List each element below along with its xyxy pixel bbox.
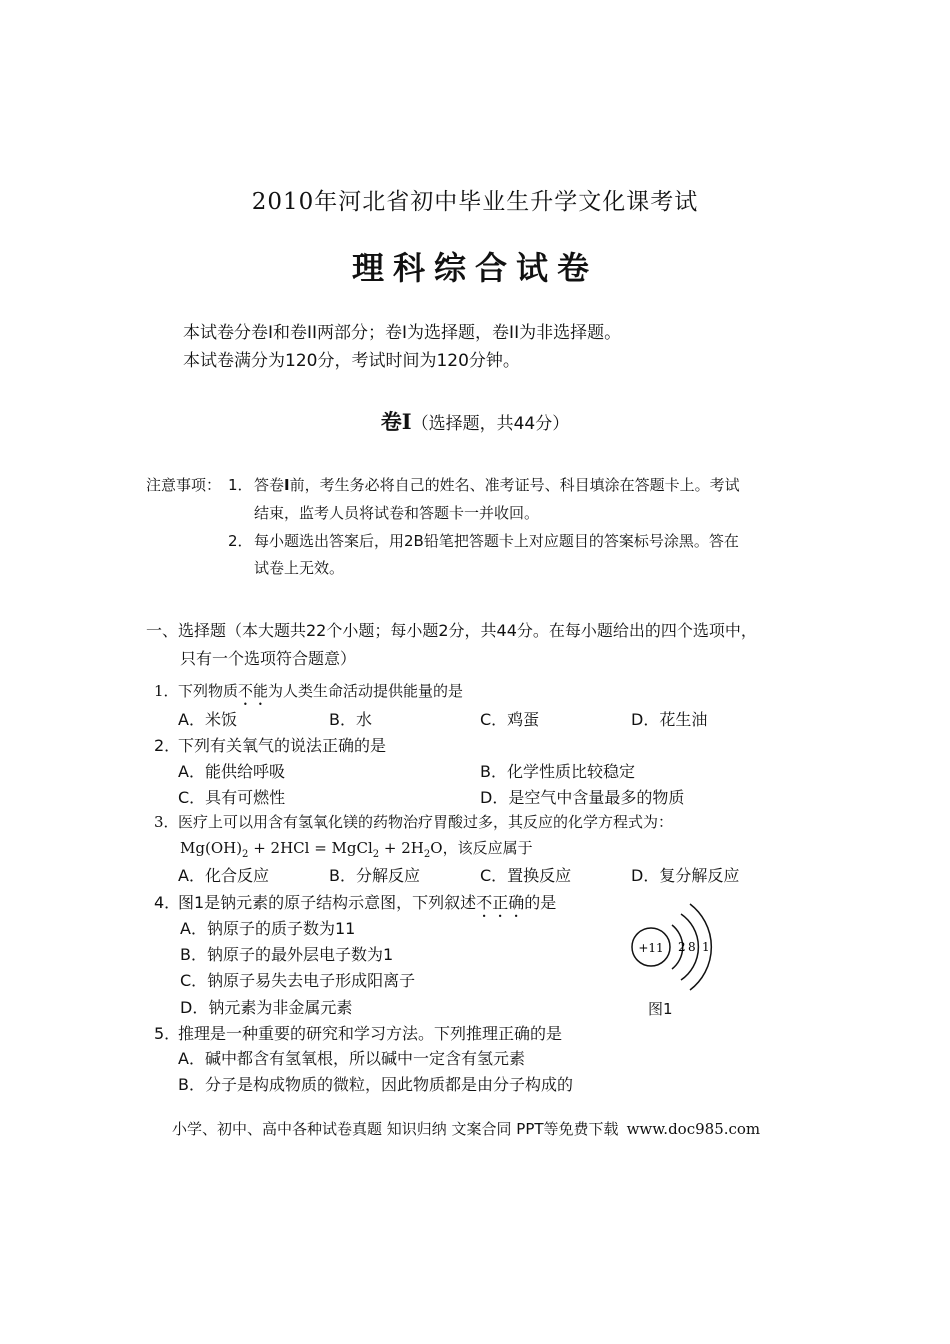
question-3-option-d[interactable]: D．复分解反应 xyxy=(631,866,740,885)
question-4-option-d[interactable]: D．钠元素为非金属元素 xyxy=(180,998,353,1017)
question-4-num: 4． xyxy=(154,893,181,912)
question-1-num: 1． xyxy=(154,682,179,700)
question-4-option-c[interactable]: C．钠原子易失去电子形成阳离子 xyxy=(180,971,416,990)
question-3-num: 3． xyxy=(154,813,179,831)
question-2-option-a[interactable]: A．能供给呼吸 xyxy=(178,762,285,781)
notice-item-1-line-2: 结束，监考人员将试卷和答题卡一并收回。 xyxy=(254,504,540,522)
part-1-heading-line-1: 一、选择题（本大题共22个小题；每小题2分，共44分。在每小题给出的四个选项中， xyxy=(146,621,757,640)
question-2-option-d[interactable]: D．是空气中含量最多的物质 xyxy=(480,788,685,807)
question-4-option-a[interactable]: A．钠原子的质子数为11 xyxy=(180,919,356,938)
figure-1-caption: 图1 xyxy=(648,1000,673,1018)
notice-item-2-num: 2． xyxy=(228,532,253,550)
part-1-heading-line-2: 只有一个选项符合题意） xyxy=(180,649,357,668)
notice-item-1-post: 前，考生务必将自己的姓名、准考证号、科目填涂在答题卡上。考试 xyxy=(289,476,740,494)
notice-item-1-pre: 答卷 xyxy=(254,476,285,494)
section-heading xyxy=(0,406,950,436)
question-1-option-c[interactable]: C．鸡蛋 xyxy=(480,710,540,729)
question-3-stem: 医疗上可以用含有氢氧化镁的药物治疗胃酸过多，其反应的化学方程式为： xyxy=(178,813,674,831)
footer xyxy=(172,1118,760,1139)
shell-3-electrons: 1 xyxy=(702,940,710,954)
question-2-option-c[interactable]: C．具有可燃性 xyxy=(178,788,286,807)
notice-item-1-line-1 xyxy=(254,474,740,495)
question-5-num: 5． xyxy=(154,1024,181,1043)
question-1-stem xyxy=(178,680,463,709)
question-1-option-b[interactable]: B．水 xyxy=(329,710,372,729)
shell-1-electrons: 2 xyxy=(678,940,686,954)
question-4-stem-post: 的是 xyxy=(524,893,557,912)
notice-item-1-num: 1． xyxy=(228,476,253,494)
question-3-option-c[interactable]: C．置换反应 xyxy=(480,866,572,885)
question-1-stem-pre: 下列物质 xyxy=(178,682,239,700)
question-2-stem: 下列有关氧气的说法正确的是 xyxy=(178,736,387,755)
nucleus-charge: +11 xyxy=(638,941,664,955)
question-3-option-a[interactable]: A．化合反应 xyxy=(178,866,269,885)
question-2-num: 2． xyxy=(154,736,181,755)
notice-item-2-line-2: 试卷上无效。 xyxy=(254,559,345,577)
question-3-equation-suffix: ，该反应属于 xyxy=(442,839,533,857)
intro-line-2: 本试卷满分为120分，考试时间为120分钟。 xyxy=(183,351,520,371)
sodium-atom-diagram xyxy=(622,898,722,998)
footer-url[interactable]: www.doc985.com xyxy=(626,1120,761,1138)
question-2-option-b[interactable]: B．化学性质比较稳定 xyxy=(480,762,635,781)
paper-title: 理科综合试卷 xyxy=(351,249,598,287)
question-3-option-b[interactable]: B．分解反应 xyxy=(329,866,420,885)
question-1-option-d[interactable]: D．花生油 xyxy=(631,710,708,729)
question-3-equation: $Mg(OH)_2 + 2HCl$ = MgCl$_2$ + $2H_2O$，该反应属于 xyxy=(180,839,533,860)
question-5-stem: 推理是一种重要的研究和学习方法。下列推理正确的是 xyxy=(178,1024,563,1043)
section-note: （选择题，共44分） xyxy=(411,414,570,434)
intro-line-1: 本试卷分卷I和卷II两部分；卷I为选择题，卷II为非选择题。 xyxy=(183,323,622,343)
shell-2-electrons: 8 xyxy=(688,940,696,954)
question-4-option-b[interactable]: B．钠原子的最外层电子数为1 xyxy=(180,945,394,964)
notice-item-1-bold: I xyxy=(284,476,290,494)
section-label: 卷I xyxy=(380,409,412,434)
question-1-stem-post: 为人类生命活动提供能量的是 xyxy=(268,682,464,700)
exam-title: 2010年河北省初中毕业生升学文化课考试 xyxy=(251,189,699,215)
question-4-stem-pre: 图1是钠元素的原子结构示意图，下列叙述 xyxy=(178,893,477,912)
question-4-stem-emphasis: 不正确 xyxy=(476,893,525,912)
notice-heading: 注意事项： xyxy=(146,476,222,494)
question-1-option-a[interactable]: A．米饭 xyxy=(178,710,237,729)
question-5-option-a[interactable]: A．碱中都含有氢氧根，所以碱中一定含有氢元素 xyxy=(178,1049,525,1068)
question-5-option-b[interactable]: B．分子是构成物质的微粒，因此物质都是由分子构成的 xyxy=(178,1075,573,1094)
notice-item-2-line-1: 每小题选出答案后，用2B铅笔把答题卡上对应题目的答案标号涂黑。答在 xyxy=(254,532,739,550)
question-1-stem-emphasis: 不能 xyxy=(238,682,269,700)
footer-text: 小学、初中、高中各种试卷真题 知识归纳 文案合同 PPT等免费下载 xyxy=(172,1120,619,1138)
